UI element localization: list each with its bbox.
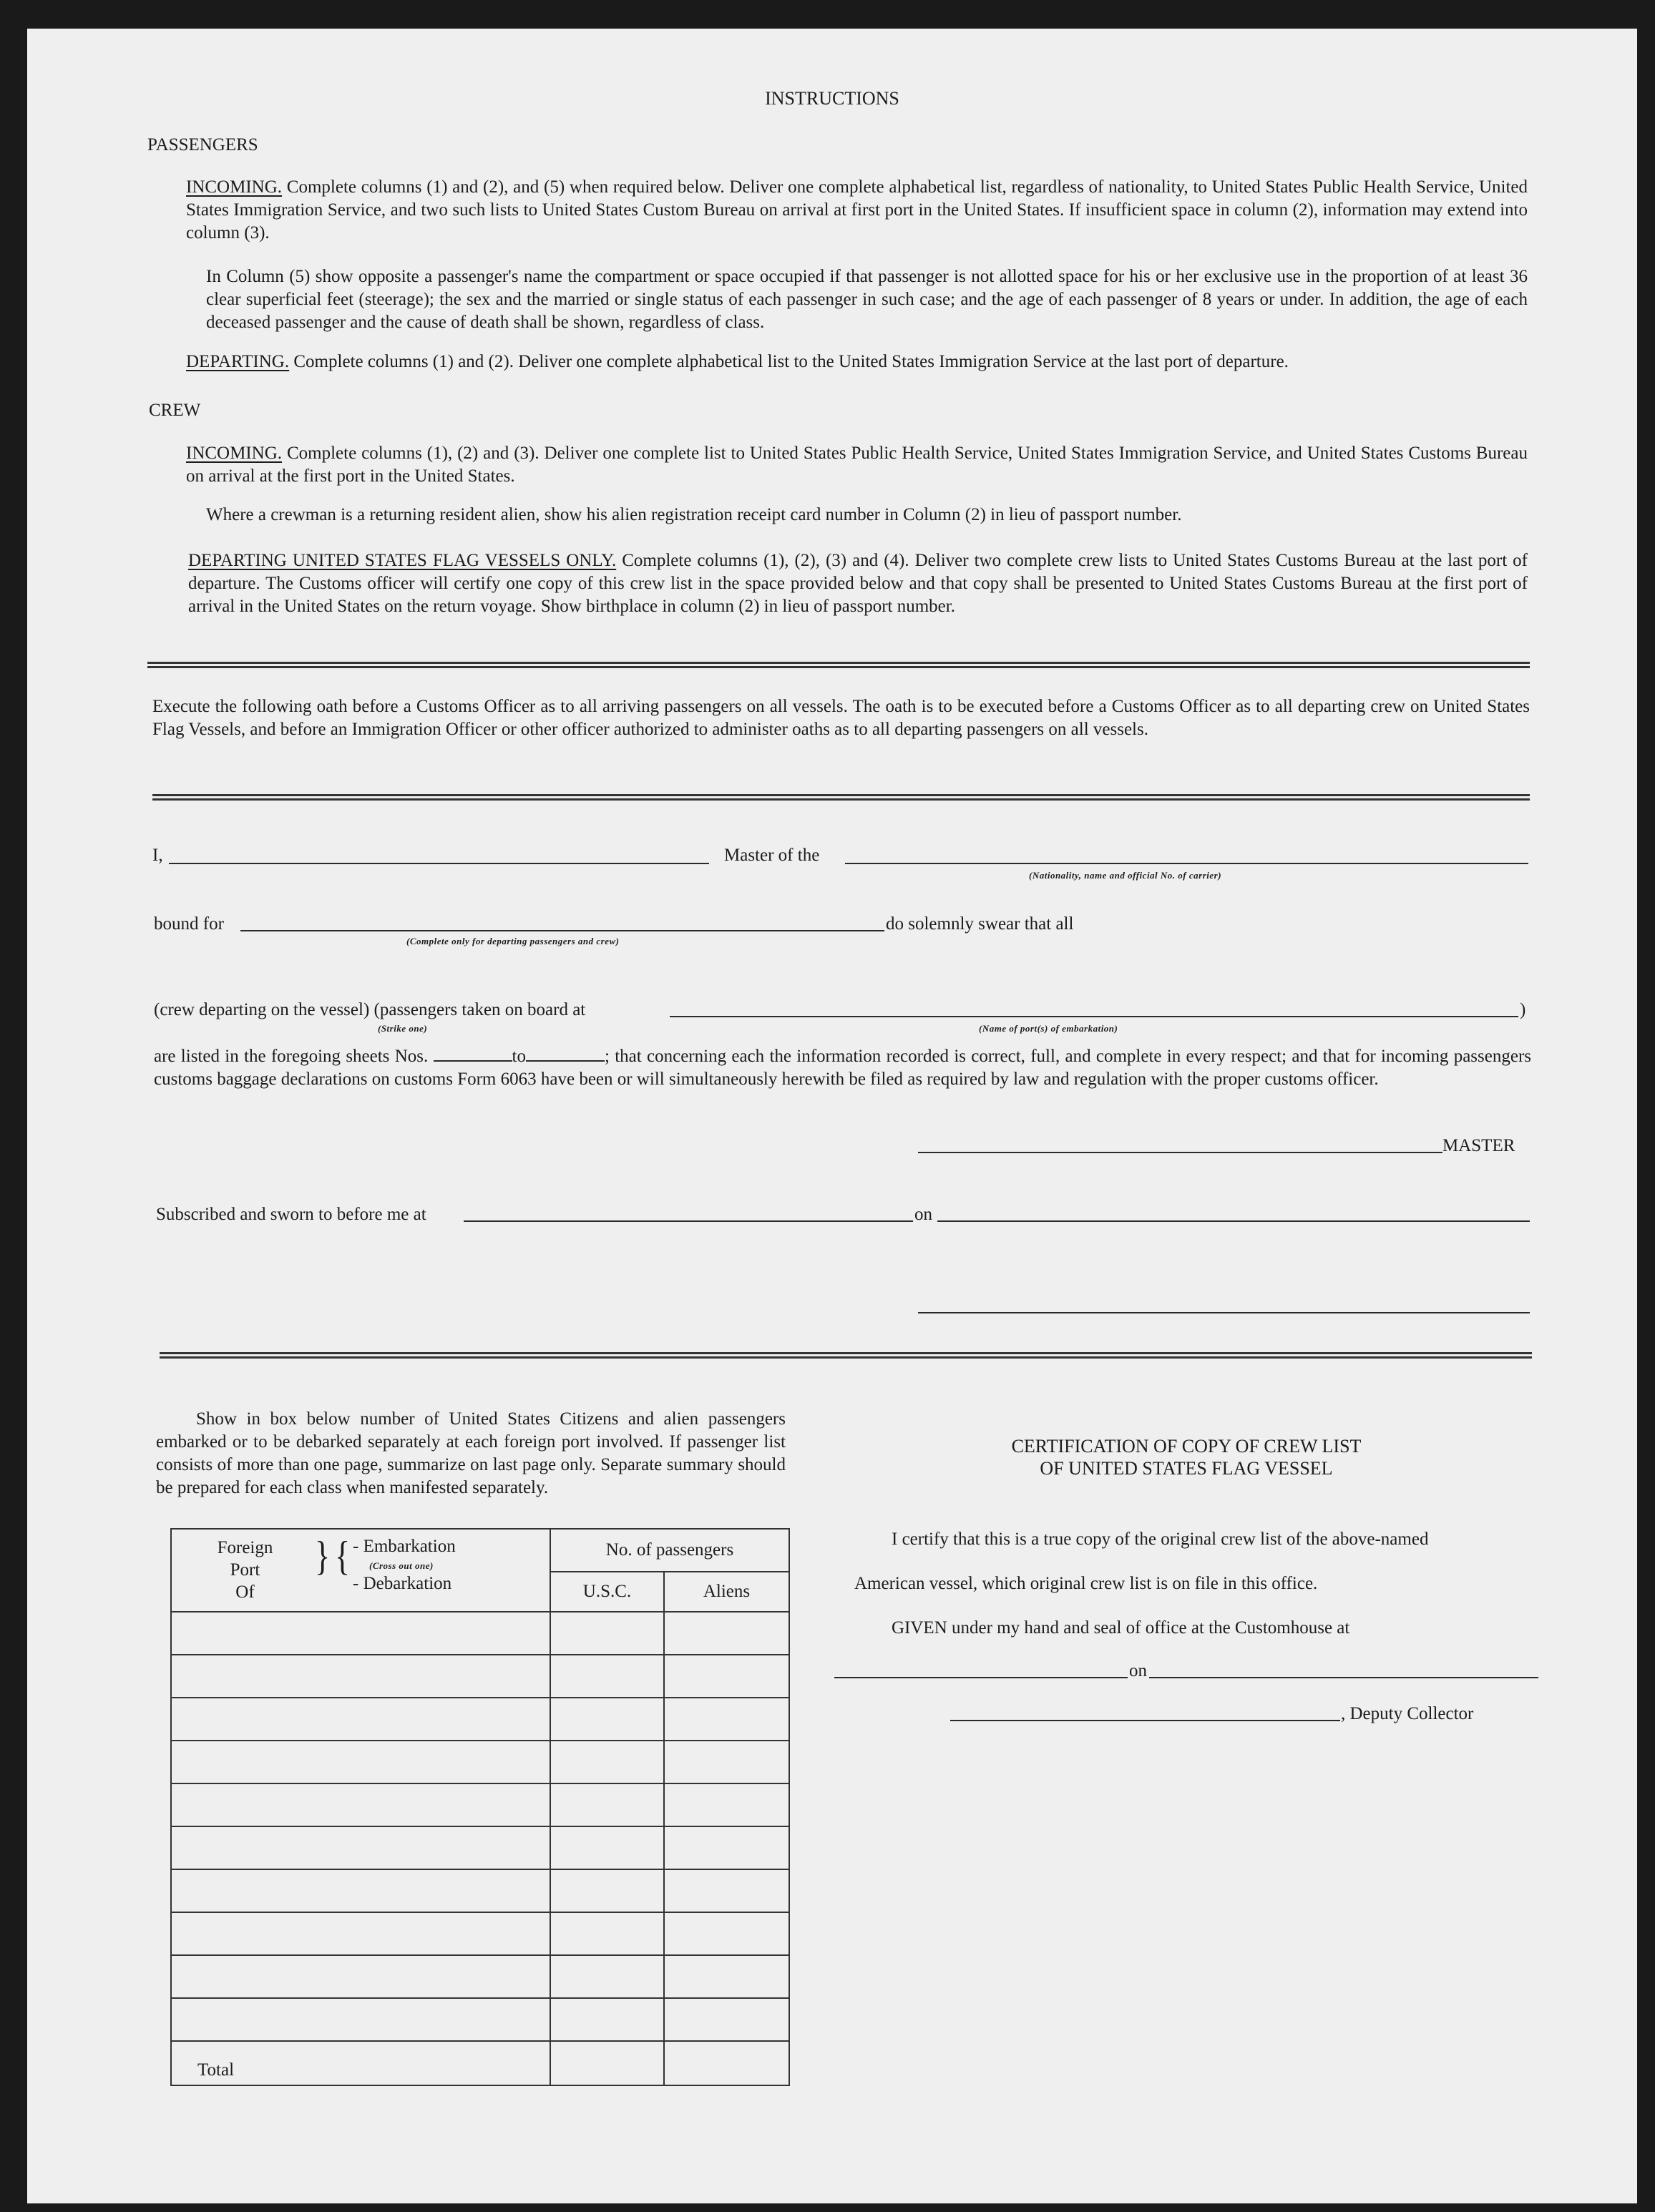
usc-cell[interactable] — [550, 1912, 664, 1955]
bound-for-field[interactable] — [240, 930, 884, 931]
total-label: Total — [171, 2041, 550, 2085]
given-text: GIVEN under my hand and seal of office at the Customhouse at — [892, 1618, 1350, 1638]
form-page — [27, 29, 1637, 2203]
sheet-from-field[interactable] — [434, 1043, 512, 1062]
listed-paragraph — [154, 1043, 1531, 1091]
aliens-cell[interactable] — [664, 1741, 789, 1783]
certification-title-line1: CERTIFICATION OF COPY OF CREW LIST — [1011, 1436, 1362, 1457]
port-cell[interactable] — [171, 1912, 550, 1955]
table-row — [171, 1783, 789, 1826]
cross-out-hint: (Cross out one) — [369, 1560, 434, 1571]
port-cell[interactable] — [171, 1869, 550, 1912]
total-usc-cell[interactable] — [550, 2041, 664, 2085]
passengers-column5-paragraph: In Column (5) show opposite a passenger's name the compartment or space occupied if that passenger is not allotted space for his or her exclusive use in the proportion of at least 36 clear superficial feet (steerage); the sex and the married or single status of each passenger in such case; and the age of each passenger of 8 years or under. In addition, the age of each deceased passenger and the cause of death shall be shown, regardless of class. — [206, 267, 1528, 332]
brace-icon: } — [315, 1533, 331, 1580]
aliens-cell[interactable] — [664, 1612, 789, 1655]
table-row — [171, 1741, 789, 1783]
port-cell[interactable] — [171, 1741, 550, 1783]
crew-incoming-text: Complete columns (1), (2) and (3). Deliver one complete list to United States Public Health Service, United States Immigration Service, and United States Customs Bureau on arrival at the first port in the United States. — [186, 444, 1528, 486]
aliens-cell[interactable] — [664, 1698, 789, 1741]
passengers-departing-paragraph — [186, 351, 1528, 373]
table-row — [171, 1955, 789, 1998]
usc-column-header: U.S.C. — [550, 1572, 664, 1612]
port-cell[interactable] — [171, 1826, 550, 1869]
aliens-cell[interactable] — [664, 1826, 789, 1869]
usc-cell[interactable] — [550, 1698, 664, 1741]
port-cell[interactable] — [171, 1783, 550, 1826]
passengers-incoming-paragraph — [186, 176, 1528, 245]
usc-cell[interactable] — [550, 1869, 664, 1912]
brace-icon: { — [335, 1533, 351, 1580]
passengers-departing-text: Complete columns (1) and (2). Deliver one complete alphabetical list to the United States Immigration Service at the last port of departure. — [293, 352, 1289, 371]
certification-on-label: on — [1129, 1661, 1147, 1680]
foreign-label: Foreign — [217, 1538, 273, 1557]
usc-cell[interactable] — [550, 1612, 664, 1655]
table-row — [171, 1998, 789, 2041]
port-cell[interactable] — [171, 1655, 550, 1698]
summary-instructions: Show in box below number of United States Citizens and alien passengers embarked or to be debarked separately at each foreign port involved. If passenger list consists of more than one page, summarize on last page only. Separate summary should be prepared for each class when manifested separately. — [156, 1409, 786, 1497]
crew-departing-label: DEPARTING UNITED STATES FLAG VESSELS ONLY. — [188, 551, 617, 570]
port-hint: (Name of port(s) of embarkation) — [979, 1023, 1118, 1034]
customhouse-field[interactable] — [834, 1677, 1128, 1678]
total-row — [171, 2041, 789, 2085]
certification-title-line2: OF UNITED STATES FLAG VESSEL — [1040, 1458, 1333, 1479]
officer-signature-field[interactable] — [918, 1312, 1530, 1313]
debarkation-option: - Debarkation — [353, 1574, 452, 1593]
crew-resident-paragraph: Where a crewman is a returning resident alien, show his alien registration receipt card number in Column (2) in lieu of passport number. — [206, 505, 1182, 524]
carrier-field[interactable] — [845, 863, 1528, 864]
aliens-cell[interactable] — [664, 1783, 789, 1826]
aliens-cell[interactable] — [664, 1998, 789, 2041]
bound-for-hint: (Complete only for departing passengers and crew) — [406, 936, 620, 946]
subscribed-label: Subscribed and sworn to before me at — [156, 1205, 426, 1224]
table-row — [171, 1698, 789, 1741]
master-of-label: Master of the — [724, 846, 820, 865]
port-cell[interactable] — [171, 1612, 550, 1655]
certify-line2: American vessel, which original crew list is on file in this office. — [854, 1574, 1318, 1593]
total-aliens-cell[interactable] — [664, 2041, 789, 2085]
master-name-field[interactable] — [169, 863, 709, 864]
crew-departing-paragraph — [188, 549, 1528, 618]
sworn-on-label: on — [914, 1205, 932, 1224]
certify-line1: I certify that this is a true copy of the original crew list of the above-named — [892, 1530, 1429, 1549]
to-label: to — [512, 1047, 526, 1066]
section-divider — [147, 662, 1530, 668]
crew-incoming-label: INCOMING. — [186, 444, 283, 463]
sworn-place-field[interactable] — [464, 1220, 913, 1222]
of-label: Of — [235, 1582, 255, 1602]
port-column-header — [171, 1529, 550, 1612]
usc-cell[interactable] — [550, 1783, 664, 1826]
oath-divider — [152, 794, 1530, 801]
usc-cell[interactable] — [550, 1955, 664, 1998]
port-cell[interactable] — [171, 1698, 550, 1741]
crew-departing-option: (crew departing on the vessel) (passengers taken on board at — [154, 1000, 586, 1019]
master-label: MASTER — [1442, 1136, 1515, 1155]
passengers-incoming-text: Complete columns (1) and (2), and (5) when required below. Deliver one complete alphabetical list, regardless of nationality, to United States Public Health Service, United States Immigration Service, and two such lists to United States Custom Bureau on arrival at first port in the United States. If insufficient space in column (2), information may extend into column (3). — [186, 177, 1528, 243]
usc-cell[interactable] — [550, 1741, 664, 1783]
aliens-cell[interactable] — [664, 1869, 789, 1912]
deputy-collector-label: , Deputy Collector — [1341, 1704, 1474, 1723]
embarkation-port-field[interactable] — [670, 1016, 1518, 1017]
swear-label: do solemnly swear that all — [886, 914, 1074, 934]
passengers-departing-label: DEPARTING. — [186, 352, 290, 371]
bound-for-label: bound for — [154, 914, 224, 934]
oath-i-label: I, — [152, 846, 163, 865]
usc-cell[interactable] — [550, 1826, 664, 1869]
passenger-summary-table — [170, 1528, 790, 2086]
listed-suffix: ; that concerning each the information recorded is correct, full, and complete in every respect; and that for incoming passengers customs baggage declarations on customs Form 6063 have been or will simultaneously herewith be filed as required by law and regulation with the proper customs officer. — [154, 1047, 1531, 1089]
crew-incoming-paragraph — [186, 442, 1528, 488]
listed-prefix: are listed in the foregoing sheets Nos. — [154, 1047, 429, 1066]
aliens-cell[interactable] — [664, 1655, 789, 1698]
table-row — [171, 1826, 789, 1869]
bottom-divider — [160, 1352, 1532, 1359]
aliens-cell[interactable] — [664, 1912, 789, 1955]
table-row — [171, 1912, 789, 1955]
table-row — [171, 1869, 789, 1912]
close-paren: ) — [1520, 1000, 1526, 1019]
passengers-incoming-label: INCOMING. — [186, 177, 283, 197]
deputy-signature-field[interactable] — [950, 1720, 1340, 1721]
port-cell[interactable] — [171, 1998, 550, 2041]
crew-heading: CREW — [149, 401, 201, 420]
aliens-cell[interactable] — [664, 1955, 789, 1998]
sheet-to-field[interactable] — [526, 1043, 605, 1062]
master-signature-field[interactable] — [918, 1152, 1442, 1153]
usc-cell[interactable] — [550, 1655, 664, 1698]
page-title: INSTRUCTIONS — [765, 88, 899, 109]
port-label: Port — [230, 1560, 260, 1580]
port-cell[interactable] — [171, 1955, 550, 1998]
usc-cell[interactable] — [550, 1998, 664, 2041]
certification-date-field[interactable] — [1149, 1677, 1538, 1678]
aliens-column-header: Aliens — [664, 1572, 789, 1612]
table-row — [171, 1655, 789, 1698]
crew-departing-text: Complete columns (1), (2), (3) and (4). Deliver two complete crew lists to United States Customs Bureau at the last port of departure. The Customs officer will certify one copy of this crew list in the space provided below and that copy shall be presented to United States Customs Bureau at the first port of arrival in the United States on the return voyage. Show birthplace in column (2) in lieu of passport number. — [188, 551, 1528, 616]
oath-intro-paragraph: Execute the following oath before a Customs Officer as to all arriving passengers on all vessels. The oath is to be executed before a Customs Officer as to all departing crew on United States Flag Vessels, and before an Immigration Officer or other officer authorized to administer oaths as to all departing passengers on all vessels. — [152, 697, 1530, 739]
passengers-column-header: No. of passengers — [550, 1529, 789, 1572]
embarkation-option: - Embarkation — [353, 1537, 456, 1556]
certification-title — [829, 1435, 1544, 1479]
carrier-hint: (Nationality, name and official No. of carrier) — [1029, 870, 1222, 881]
passengers-heading: PASSENGERS — [147, 135, 258, 155]
sworn-date-field[interactable] — [937, 1220, 1530, 1222]
table-row — [171, 1612, 789, 1655]
strike-hint: (Strike one) — [378, 1023, 428, 1034]
